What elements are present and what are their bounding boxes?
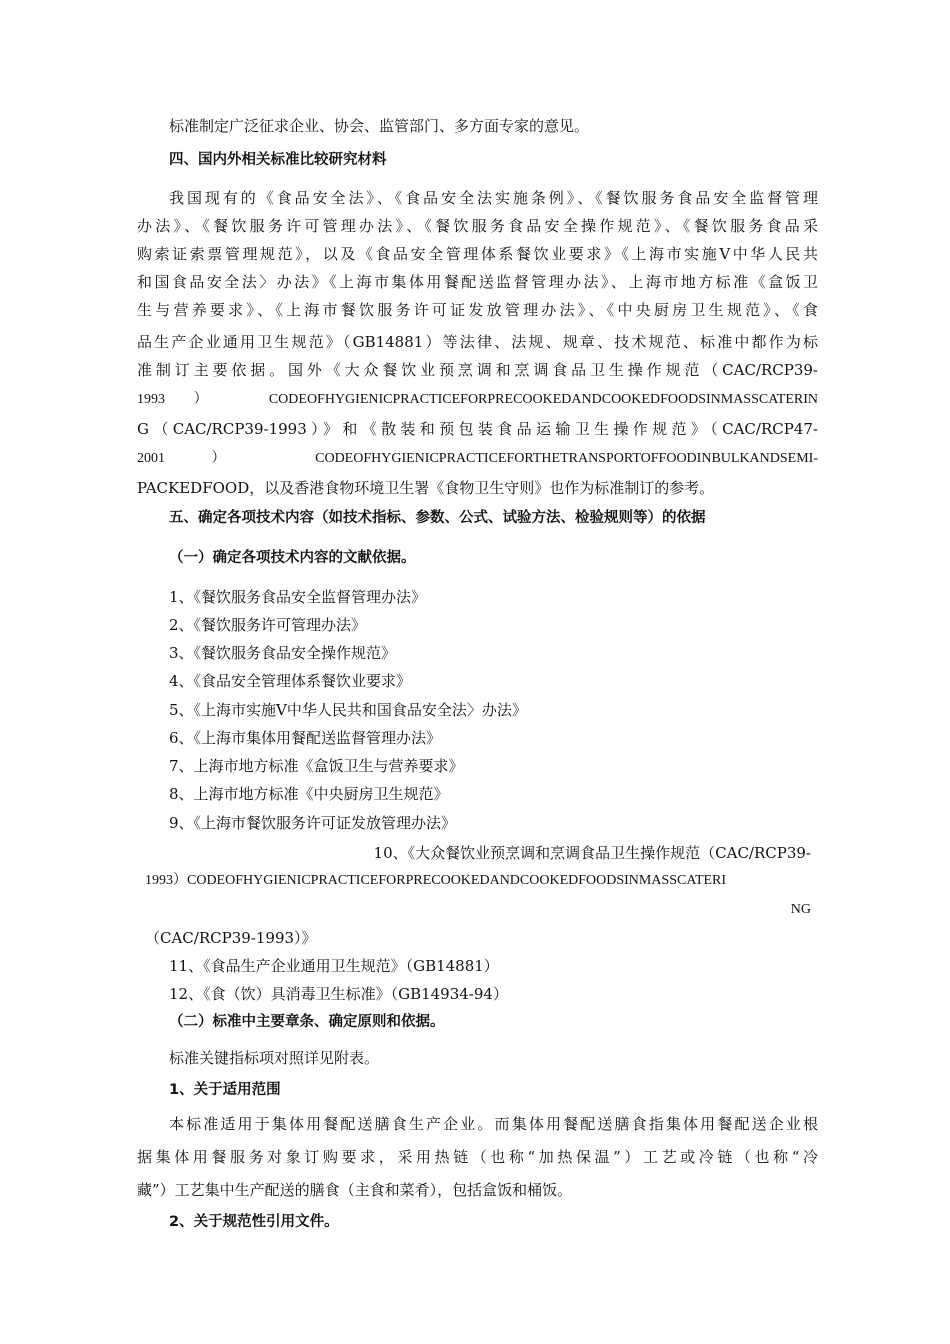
paragraph-line: G（CAC/RCP39-1993）》和《散装和预包装食品运输卫生操作规范》（CAC/RCP47- (137, 420, 818, 438)
list-item: 3、《餐饮服务食品安全操作规范》 (169, 644, 397, 662)
paragraph-line: 和国食品安全法〉办法》《上海市集体用餐配送监督管理办法》、上海市地方标准《盒饭卫 (137, 273, 818, 291)
list-item: 1、《餐饮服务食品安全监督管理办法》 (169, 588, 427, 606)
list-item: 2、《餐饮服务许可管理办法》 (169, 616, 367, 634)
paragraph-line: PACKEDFOOD，以及香港食物环境卫生署《食物卫生守则》也作为标准制订的参考。 (137, 479, 715, 497)
list-item: 5、《上海市实施Ⅴ中华人民共和国食品安全法〉办法》 (169, 701, 527, 719)
list-item-10-line: （CAC/RCP39-1993）》 (145, 929, 317, 947)
subsection-heading-1: （一）确定各项技术内容的文献依据。 (169, 550, 416, 566)
subsection-heading-2-1: 1、关于适用范围 (169, 1082, 281, 1098)
list-item: 12、《食（饮）具消毒卫生标准》（GB14934-94） (169, 985, 508, 1003)
list-item: 4、《食品安全管理体系餐饮业要求》 (169, 672, 412, 690)
list-item-10-line: 10、《大众餐饮业预烹调和烹调食品卫生操作规范（CAC/RCP39- (373, 844, 811, 862)
subsection-heading-2: （二）标准中主要章条、确定原则和依据。 (169, 1014, 445, 1030)
paragraph-line: 办法》、《餐饮服务许可管理办法》、《餐饮服务食品安全操作规范》、《餐饮服务食品采 (137, 217, 818, 235)
section-heading-4: 四、国内外相关标准比较研究材料 (169, 152, 387, 168)
paragraph-line: 2001 ） CODEOFHYGIENICPRACTICEFORTHETRANSPORTOFFOODINBULKANDSEMI- (137, 451, 818, 466)
paragraph-line: 准制订主要依据。国外《大众餐饮业预烹调和烹调食品卫生操作规范（CAC/RCP39- (137, 361, 818, 379)
paragraph-line: 1993） CODEOFHYGIENICPRACTICEFORPRECOOKEDANDCOOKEDFOODSINMASSCATERIN (137, 392, 818, 407)
list-item: 11、《食品生产企业通用卫生规范》（GB14881） (169, 957, 499, 975)
paragraph-line: 据集体用餐服务对象订购要求，采用热链（也称“加热保温”）工艺或冷链（也称“冷 (137, 1148, 818, 1166)
text-line: 标准制定广泛征求企业、协会、监管部门、多方面专家的意见。 (169, 117, 590, 135)
paragraph-line: 本标准适用于集体用餐配送膳食生产企业。而集体用餐配送膳食指集体用餐配送企业根 (169, 1115, 818, 1133)
text-line: 标准关键指标项对照详见附表。 (169, 1049, 380, 1067)
list-item-10-line: 1993）CODEOFHYGIENICPRACTICEFORPRECOOKEDANDCOOKEDFOODSINMASSCATERI (145, 873, 727, 888)
list-item: 7、上海市地方标准《盒饭卫生与营养要求》 (169, 757, 464, 775)
subsection-heading-2-2: 2、关于规范性引用文件。 (169, 1214, 339, 1230)
paragraph-line: 我国现有的《食品安全法》、《食品安全法实施条例》、《餐饮服务食品安全监督管理 (169, 189, 818, 207)
list-item: 6、《上海市集体用餐配送监督管理办法》 (169, 729, 442, 747)
paragraph-line: 购索证索票管理规范》，以及《食品安全管理体系餐饮业要求》《上海市实施Ⅴ中华人民共 (137, 245, 818, 263)
paragraph-line: 藏”）工艺集中生产配送的膳食（主食和菜肴），包括盒饭和桶饭。 (137, 1181, 573, 1199)
section-heading-5: 五、确定各项技术内容（如技术指标、参数、公式、试验方法、检验规则等）的依据 (169, 510, 706, 526)
list-item: 9、《上海市餐饮服务许可证发放管理办法》 (169, 814, 457, 832)
paragraph-line: 生与营养要求》、《上海市餐饮服务许可证发放管理办法》、《中央厨房卫生规范》、《食 (137, 301, 818, 319)
paragraph-line: 品生产企业通用卫生规范》（GB14881）等法律、法规、规章、技术规范、标准中都作为标 (137, 333, 818, 351)
list-item-10-line: NG (790, 902, 811, 917)
list-item: 8、上海市地方标准《中央厨房卫生规范》 (169, 785, 449, 803)
